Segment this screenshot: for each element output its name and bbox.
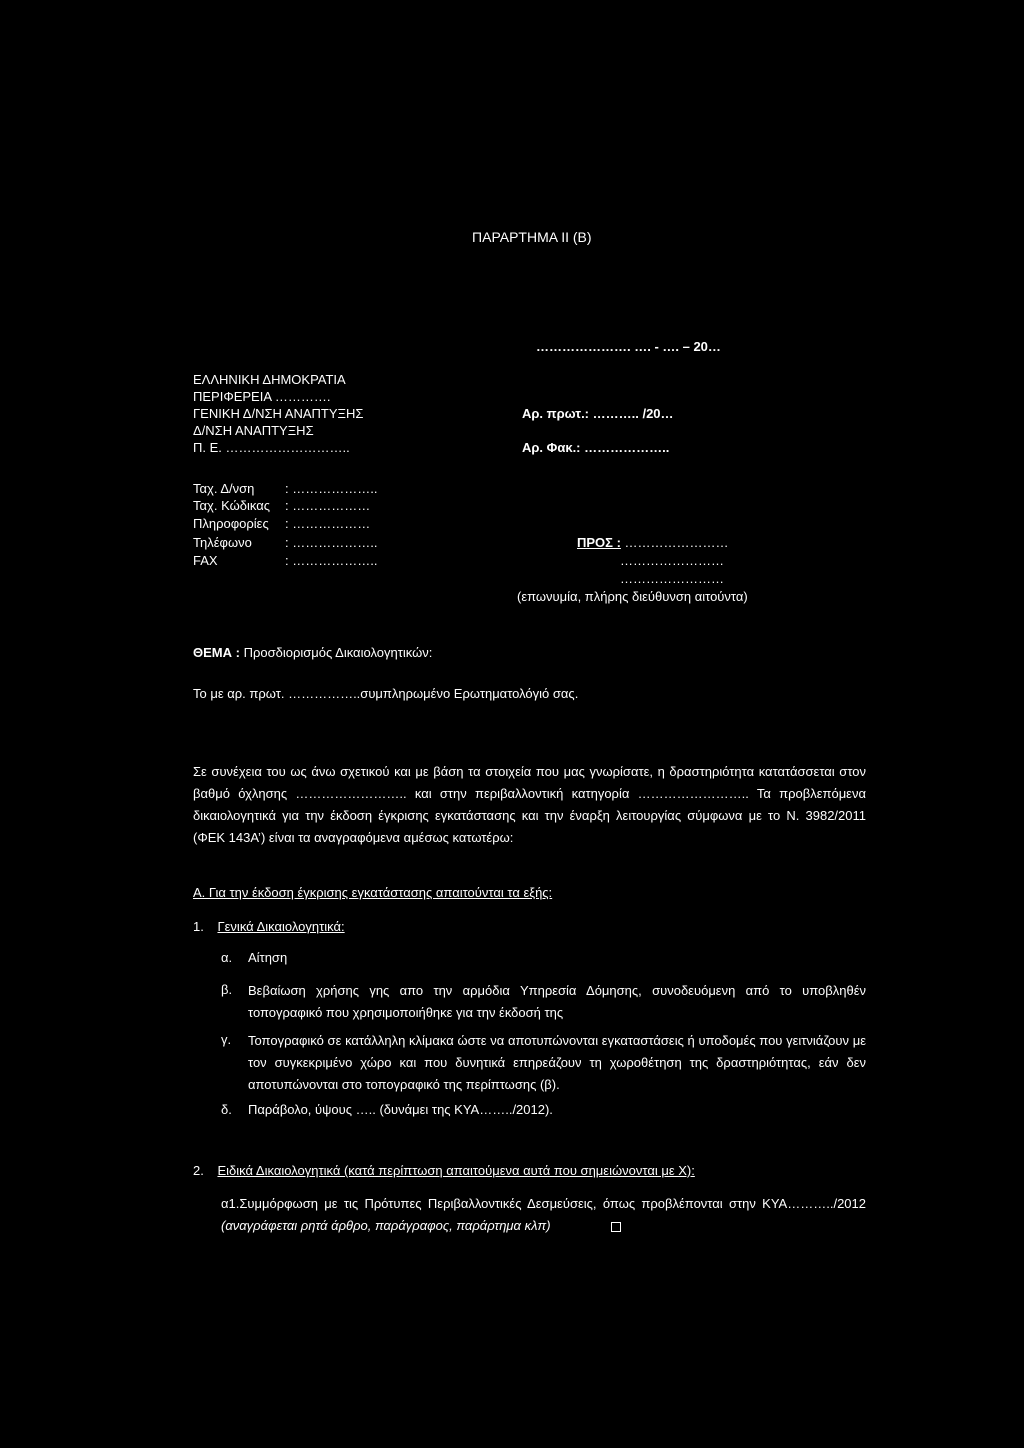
contact-value: : ……………….. xyxy=(285,553,378,568)
special-number: 2. xyxy=(193,1163,204,1178)
reference-line: Το με αρ. πρωτ. ……………..συμπληρωμένο Ερωτηματολόγιό σας. xyxy=(193,686,579,701)
item-text: Βεβαίωση χρήσης γης απο την αρμόδια Υπηρεσία Δόμησης, συνοδευόμενη από το υποβληθέν τοπογραφικό που χρησιμοποιήθηκε για την έκδοσή της xyxy=(248,983,866,1020)
item-marker: β. xyxy=(221,982,233,997)
date-line: …………………. …. - …. – 20… xyxy=(536,339,721,354)
special-title: Ειδικά Δικαιολογητικά (κατά περίπτωση απαιτούμενα αυτά που σημειώνονται με Χ): xyxy=(217,1163,695,1178)
recipient-label: ΠΡΟΣ : xyxy=(577,535,621,550)
special-heading xyxy=(193,1163,695,1178)
contact-label: Πληροφορίες xyxy=(193,516,269,531)
recipient-value: …………………… xyxy=(620,535,729,550)
contact-label: Τηλέφωνο xyxy=(193,535,252,550)
recipient-line-3: …………………… xyxy=(620,571,724,586)
item-marker: δ. xyxy=(221,1102,232,1117)
checkbox-icon[interactable] xyxy=(611,1222,621,1232)
protocol-number: Αρ. πρωτ.: ……….. /20… xyxy=(522,406,674,421)
item-marker: α. xyxy=(221,950,233,965)
special-item-a1 xyxy=(221,1193,866,1237)
subject-text: Προσδιορισμός Δικαιολογητικών: xyxy=(239,645,433,660)
general-title: Γενικά Δικαιολογητικά: xyxy=(217,919,345,934)
subject-line xyxy=(193,645,432,660)
sender-line-2: ΠΕΡΙΦΕΡΕΙΑ …………. xyxy=(193,389,331,404)
item-text: Αίτηση xyxy=(248,950,288,965)
subject-label: ΘΕΜΑ : xyxy=(193,645,240,660)
body-paragraph: Σε συνέχεια του ως άνω σχετικού και με βάση τα στοιχεία που μας γνωρίσατε, η δραστηριότητα κατατάσσεται στον βαθμό όχλησης …………………….. και στην περιβαλλοντική κατηγορία …………………….. Τα προβλεπόμενα δικαιολογητικά για την έκδοση έγκρισης εγκατάστασης και την έναρξη λειτουργίας σύμφωνα με το Ν. 3982/2011 (ΦΕΚ 143Α’) είναι τα αναγραφόμενα αμέσως κατωτέρω: xyxy=(193,764,866,845)
contact-value: : ……………… xyxy=(285,516,371,531)
file-number: Αρ. Φακ.: ……………….. xyxy=(522,440,670,455)
sender-line-1: ΕΛΛΗΝΙΚΗ ΔΗΜΟΚΡΑΤΙΑ xyxy=(193,372,346,387)
contact-value: : ……………….. xyxy=(285,535,378,550)
item-text: Τοπογραφικό σε κατάλληλη κλίμακα ώστε να αποτυπώνονται εγκαταστάσεις ή υποδομές που γειτνιάζουν με τον συγκεκριμένο χώρο και που δυνητικά επηρεάζουν τη χωροθέτηση της δραστηριότητας, εάν δεν αποτυπώνονται στο τοπογραφικό της περίπτωσης (β). xyxy=(248,1033,866,1092)
sender-line-5: Π. Ε. ……………………….. xyxy=(193,440,350,455)
contact-value: : ……………….. xyxy=(285,481,378,496)
special-item-a1-note: (αναγράφεται ρητά άρθρο, παράγραφος, παράρτημα κλπ) xyxy=(221,1218,551,1233)
section-a-heading: Α. Για την έκδοση έγκρισης εγκατάστασης απαιτούνται τα εξής: xyxy=(193,885,553,900)
recipient-note: (επωνυμία, πλήρης διεύθυνση αιτούντα) xyxy=(517,589,748,604)
item-marker: γ. xyxy=(221,1032,232,1047)
general-number: 1. xyxy=(193,919,204,934)
contact-label: Ταχ. Κώδικας xyxy=(193,498,270,513)
recipient-line-1 xyxy=(577,535,729,550)
recipient-line-2: …………………… xyxy=(620,553,724,568)
contact-value: : ……………… xyxy=(285,498,371,513)
item-text: Παράβολο, ύψους ….. (δυνάμει της ΚΥΑ……../2012). xyxy=(248,1102,553,1117)
document-title: ΠΑΡΑΡΤΗΜΑ ΙΙ (Β) xyxy=(472,229,592,245)
general-heading xyxy=(193,919,345,934)
contact-label: Ταχ. Δ/νση xyxy=(193,481,255,496)
contact-label: FAX xyxy=(193,553,218,568)
sender-line-3: ΓΕΝΙΚΗ Δ/ΝΣΗ ΑΝΑΠΤΥΞΗΣ xyxy=(193,406,364,421)
special-item-a1-text: α1.Συμμόρφωση με τις Πρότυπες Περιβαλλοντικές Δεσμεύσεις, όπως προβλέπονται στην ΚΥΑ………../2012 xyxy=(221,1196,866,1211)
sender-line-4: Δ/ΝΣΗ ΑΝΑΠΤΥΞΗΣ xyxy=(193,423,314,438)
